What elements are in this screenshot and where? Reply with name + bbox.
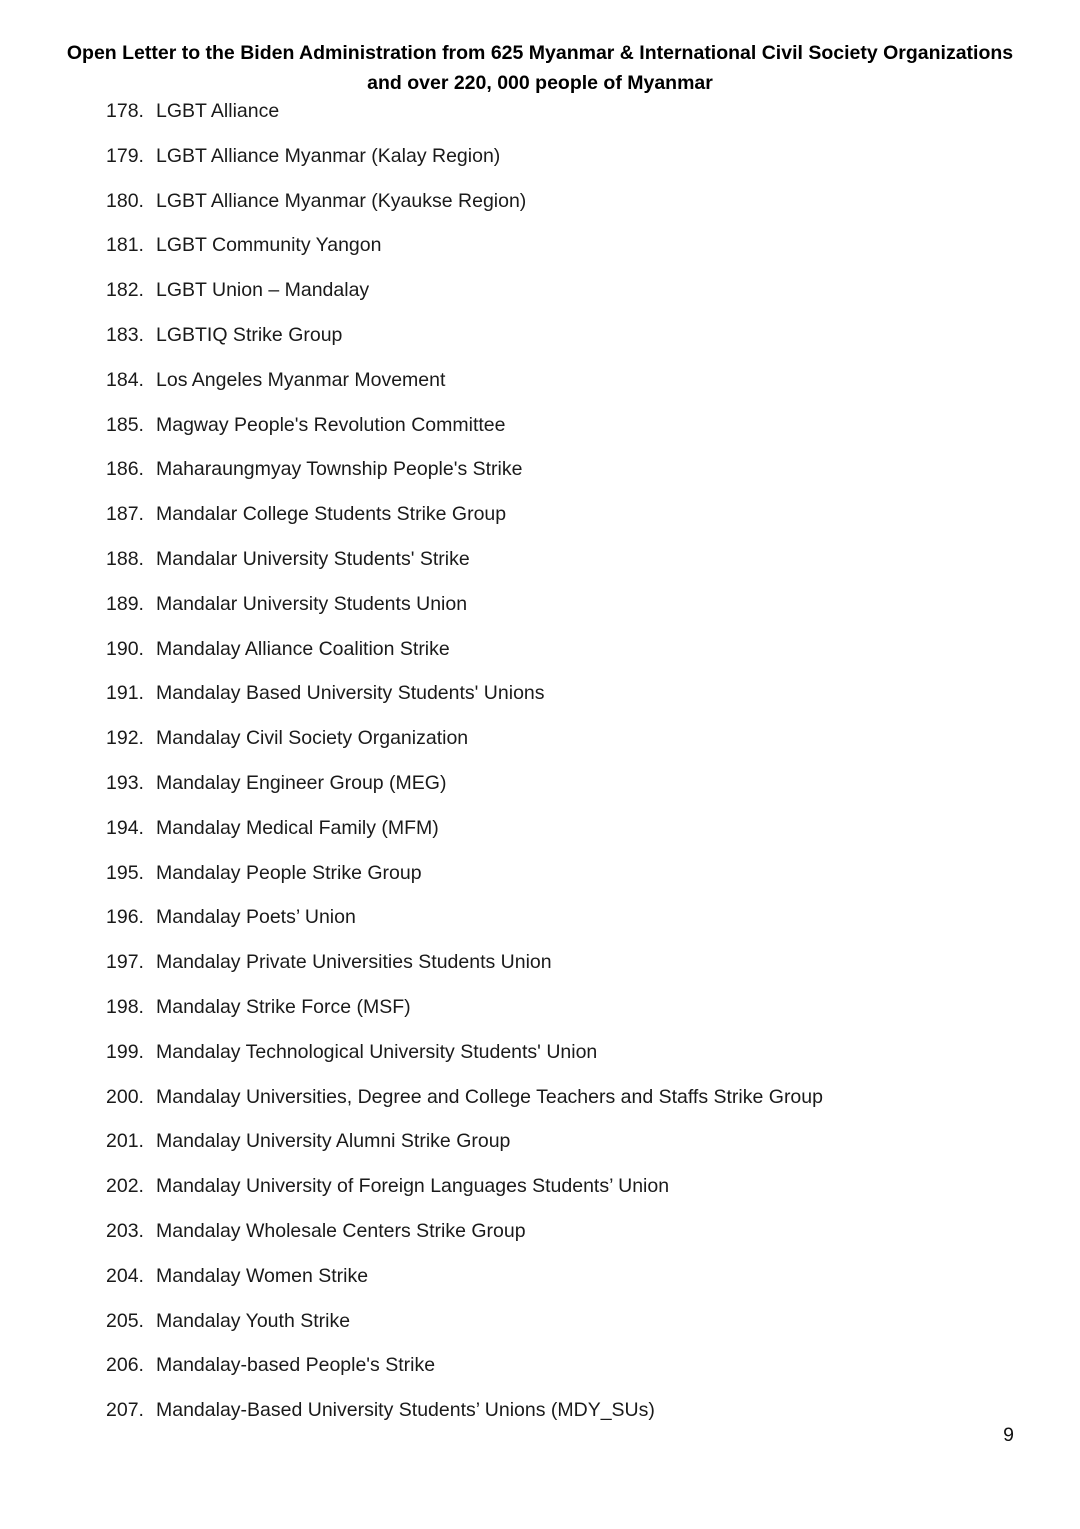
item-number: 180. xyxy=(106,189,144,212)
organization-name: Mandalay University of Foreign Languages Students’ Union xyxy=(156,1175,670,1198)
item-number: 202. xyxy=(106,1175,144,1198)
list-item xyxy=(0,1307,1080,1352)
organization-name: Magway People's Revolution Committee xyxy=(156,413,506,436)
list-item xyxy=(0,142,1080,187)
organization-name: LGBT Community Yangon xyxy=(156,234,382,257)
item-number: 192. xyxy=(106,727,144,750)
organization-name: Mandalay People Strike Group xyxy=(156,861,422,884)
item-number: 194. xyxy=(106,816,144,839)
item-number: 204. xyxy=(106,1264,144,1287)
item-number: 203. xyxy=(106,1219,144,1242)
list-item xyxy=(0,1038,1080,1083)
organization-name: LGBT Alliance Myanmar (Kalay Region) xyxy=(156,144,501,167)
item-number: 198. xyxy=(106,995,144,1018)
item-number: 205. xyxy=(106,1309,144,1332)
item-number: 190. xyxy=(106,637,144,660)
item-number: 187. xyxy=(106,503,144,526)
list-item xyxy=(0,814,1080,859)
organization-name: Mandalay Medical Family (MFM) xyxy=(156,816,439,839)
organization-name: Mandalay Strike Force (MSF) xyxy=(156,995,411,1018)
organization-name: LGBTIQ Strike Group xyxy=(156,323,343,346)
list-item xyxy=(0,1262,1080,1307)
list-item xyxy=(0,1217,1080,1262)
organization-name: Mandalar University Students' Strike xyxy=(156,547,470,570)
list-item xyxy=(0,231,1080,276)
organization-name: Mandalay-based People's Strike xyxy=(156,1354,436,1377)
list-item xyxy=(0,1083,1080,1128)
item-number: 181. xyxy=(106,234,144,257)
item-number: 183. xyxy=(106,323,144,346)
list-item xyxy=(0,769,1080,814)
list-item xyxy=(0,1127,1080,1172)
organization-name: Mandalay Women Strike xyxy=(156,1264,369,1287)
item-number: 199. xyxy=(106,1040,144,1063)
organization-name: Mandalay University Alumni Strike Group xyxy=(156,1130,511,1153)
list-item xyxy=(0,1351,1080,1396)
item-number: 206. xyxy=(106,1354,144,1377)
organization-name: Mandalay Technological University Students' Union xyxy=(156,1040,598,1063)
item-number: 196. xyxy=(106,906,144,929)
list-item xyxy=(0,724,1080,769)
list-item xyxy=(0,993,1080,1038)
list-item xyxy=(0,366,1080,411)
organization-name: Mandalar College Students Strike Group xyxy=(156,503,507,526)
list-item xyxy=(0,679,1080,724)
organization-name: Mandalay Wholesale Centers Strike Group xyxy=(156,1219,526,1242)
organization-name: LGBT Union – Mandalay xyxy=(156,279,370,302)
item-number: 201. xyxy=(106,1130,144,1153)
page-number: 9 xyxy=(1003,1424,1014,1446)
item-number: 184. xyxy=(106,368,144,391)
item-number: 178. xyxy=(106,100,144,122)
organization-name: Mandalay Private Universities Students Union xyxy=(156,951,552,974)
list-item xyxy=(0,1396,1080,1441)
list-item xyxy=(0,1172,1080,1217)
organization-name: Mandalay Based University Students' Unions xyxy=(156,682,545,705)
organization-name: Mandalay Universities, Degree and College Teachers and Staffs Strike Group xyxy=(156,1085,823,1108)
organization-name: Maharaungmyay Township People's Strike xyxy=(156,458,523,481)
list-item xyxy=(0,187,1080,232)
list-item xyxy=(0,276,1080,321)
item-number: 188. xyxy=(106,547,144,570)
list-item xyxy=(0,411,1080,456)
item-number: 179. xyxy=(106,144,144,167)
organization-list xyxy=(0,97,1080,1441)
list-item xyxy=(0,859,1080,904)
item-number: 200. xyxy=(106,1085,144,1108)
list-item xyxy=(0,455,1080,500)
item-number: 191. xyxy=(106,682,144,705)
item-number: 185. xyxy=(106,413,144,436)
list-item xyxy=(0,545,1080,590)
organization-name: Mandalay Civil Society Organization xyxy=(156,727,469,750)
organization-name: Mandalay-Based University Students’ Unions (MDY_SUs) xyxy=(156,1399,655,1422)
list-item xyxy=(0,321,1080,366)
item-number: 197. xyxy=(106,951,144,974)
list-item xyxy=(0,590,1080,635)
list-item xyxy=(0,97,1080,142)
organization-name: Los Angeles Myanmar Movement xyxy=(156,368,446,391)
item-number: 182. xyxy=(106,279,144,302)
item-number: 189. xyxy=(106,592,144,615)
organization-name: Mandalay Engineer Group (MEG) xyxy=(156,771,447,794)
organization-name: Mandalay Youth Strike xyxy=(156,1309,351,1332)
item-number: 207. xyxy=(106,1399,144,1422)
organization-name: Mandalay Poets’ Union xyxy=(156,906,356,929)
list-item xyxy=(0,903,1080,948)
list-item xyxy=(0,948,1080,993)
item-number: 193. xyxy=(106,771,144,794)
document-header xyxy=(0,38,1080,98)
header-title-line-2: and over 220, 000 people of Myanmar xyxy=(367,72,713,94)
item-number: 186. xyxy=(106,458,144,481)
organization-name: Mandalay Alliance Coalition Strike xyxy=(156,637,450,660)
item-number: 195. xyxy=(106,861,144,884)
header-title-line-1: Open Letter to the Biden Administration from 625 Myanmar & International Civil Society Organizations xyxy=(66,42,1014,64)
organization-name: LGBT Alliance xyxy=(156,100,280,122)
list-item xyxy=(0,635,1080,680)
organization-name: LGBT Alliance Myanmar (Kyaukse Region) xyxy=(156,189,527,212)
organization-name: Mandalar University Students Union xyxy=(156,592,468,615)
list-item xyxy=(0,500,1080,545)
